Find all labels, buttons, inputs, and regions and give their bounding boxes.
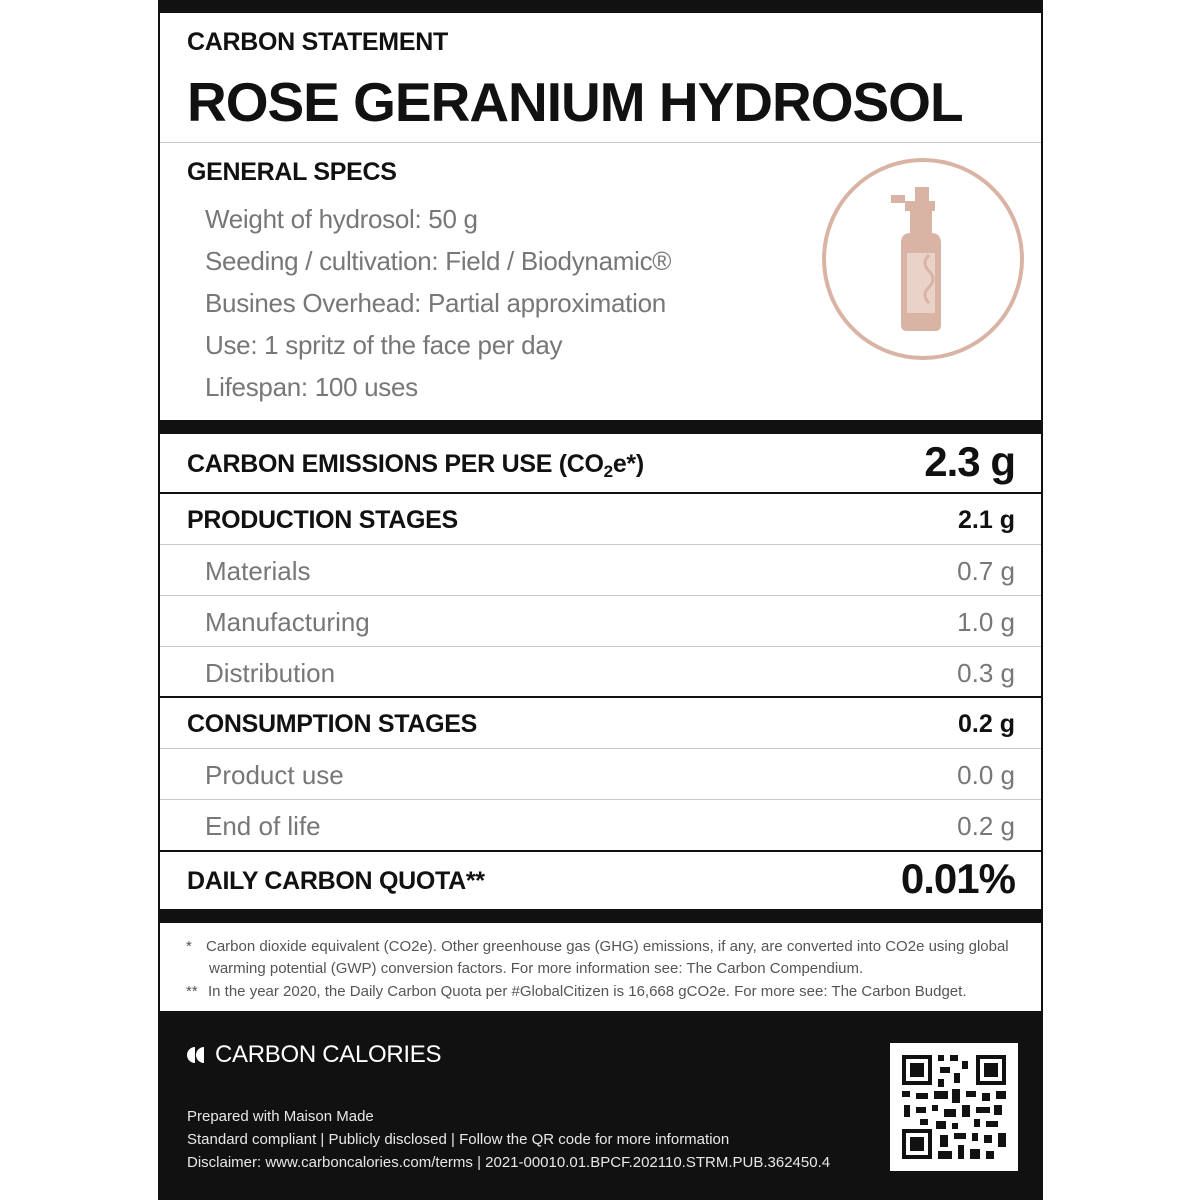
qr-code[interactable] [890,1043,1018,1171]
divider [160,142,1041,143]
prepared-line: Prepared with Maison Made [187,1108,374,1125]
statement-kicker: CARBON STATEMENT [187,28,448,56]
section-bar [160,909,1041,923]
compliance-line: Standard compliant | Publicly disclosed | Follow the QR code for more information [187,1131,730,1148]
spec-overhead: Busines Overhead: Partial approximation [205,288,666,318]
product-use-label: Product use [205,760,344,790]
divider [160,492,1041,494]
production-label: PRODUCTION STAGES [187,506,458,534]
spec-seeding: Seeding / cultivation: Field / Biodynamic® [205,246,672,276]
distribution-label: Distribution [205,658,336,688]
emissions-label-sub: 2 [603,462,613,481]
footnote-1-line-2: warming potential (GWP) conversion factors. For more information see: The Carbon Compendium. [209,960,864,977]
emissions-label-prefix: CARBON EMISSIONS PER USE (CO [187,450,604,478]
section-bar [160,420,1041,434]
footnote-1-line-1: Carbon dioxide equivalent (CO2e). Other greenhouse gas (GHG) emissions, if any, are converted into CO2e using global [206,938,1009,955]
footnote-mark-2: ** [186,983,198,1000]
carbon-statement-label [158,0,1043,1200]
spec-weight: Weight of hydrosol: 50 g [205,204,478,234]
specs-heading: GENERAL SPECS [187,158,397,186]
end-of-life-value: 0.2 g [957,811,1015,841]
footnote-mark-1: * [186,938,192,955]
consumption-label: CONSUMPTION STAGES [187,710,477,738]
product-use-value: 0.0 g [957,760,1015,790]
quota-value: 0.01% [900,855,1015,902]
spray-bottle-icon [821,157,1025,361]
materials-label: Materials [205,556,311,586]
divider [160,850,1041,852]
quota-label: DAILY CARBON QUOTA** [187,867,485,895]
emissions-value: 2.3 g [924,438,1015,485]
spec-lifespan: Lifespan: 100 uses [205,372,418,402]
consumption-value: 0.2 g [958,710,1015,738]
divider [160,799,1041,800]
divider [160,748,1041,749]
divider [160,595,1041,596]
brand-name: CARBON CALORIES [215,1041,442,1068]
disclaimer-line: Disclaimer: www.carboncalories.com/terms | 2021-00010.01.BPCF.202110.STRM.PUB.362450.4 [187,1154,831,1171]
divider [160,646,1041,647]
carbon-calories-logo-icon [187,1046,205,1064]
manufacturing-label: Manufacturing [205,607,370,637]
brand-title [187,1041,441,1069]
emissions-label [187,450,644,479]
emissions-label-suffix: e*) [612,450,644,478]
production-value: 2.1 g [958,506,1015,534]
top-bar [160,0,1041,13]
product-title: ROSE GERANIUM HYDROSOL [187,71,963,133]
materials-value: 0.7 g [957,556,1015,586]
divider [160,696,1041,698]
end-of-life-label: End of life [205,811,321,841]
spec-use: Use: 1 spritz of the face per day [205,330,563,360]
manufacturing-value: 1.0 g [957,607,1015,637]
footnote-2: In the year 2020, the Daily Carbon Quota per #GlobalCitizen is 16,668 gCO2e. For more see: The Carbon Budget. [208,983,967,1000]
distribution-value: 0.3 g [957,658,1015,688]
brand-footer [160,1011,1041,1200]
divider [160,544,1041,545]
